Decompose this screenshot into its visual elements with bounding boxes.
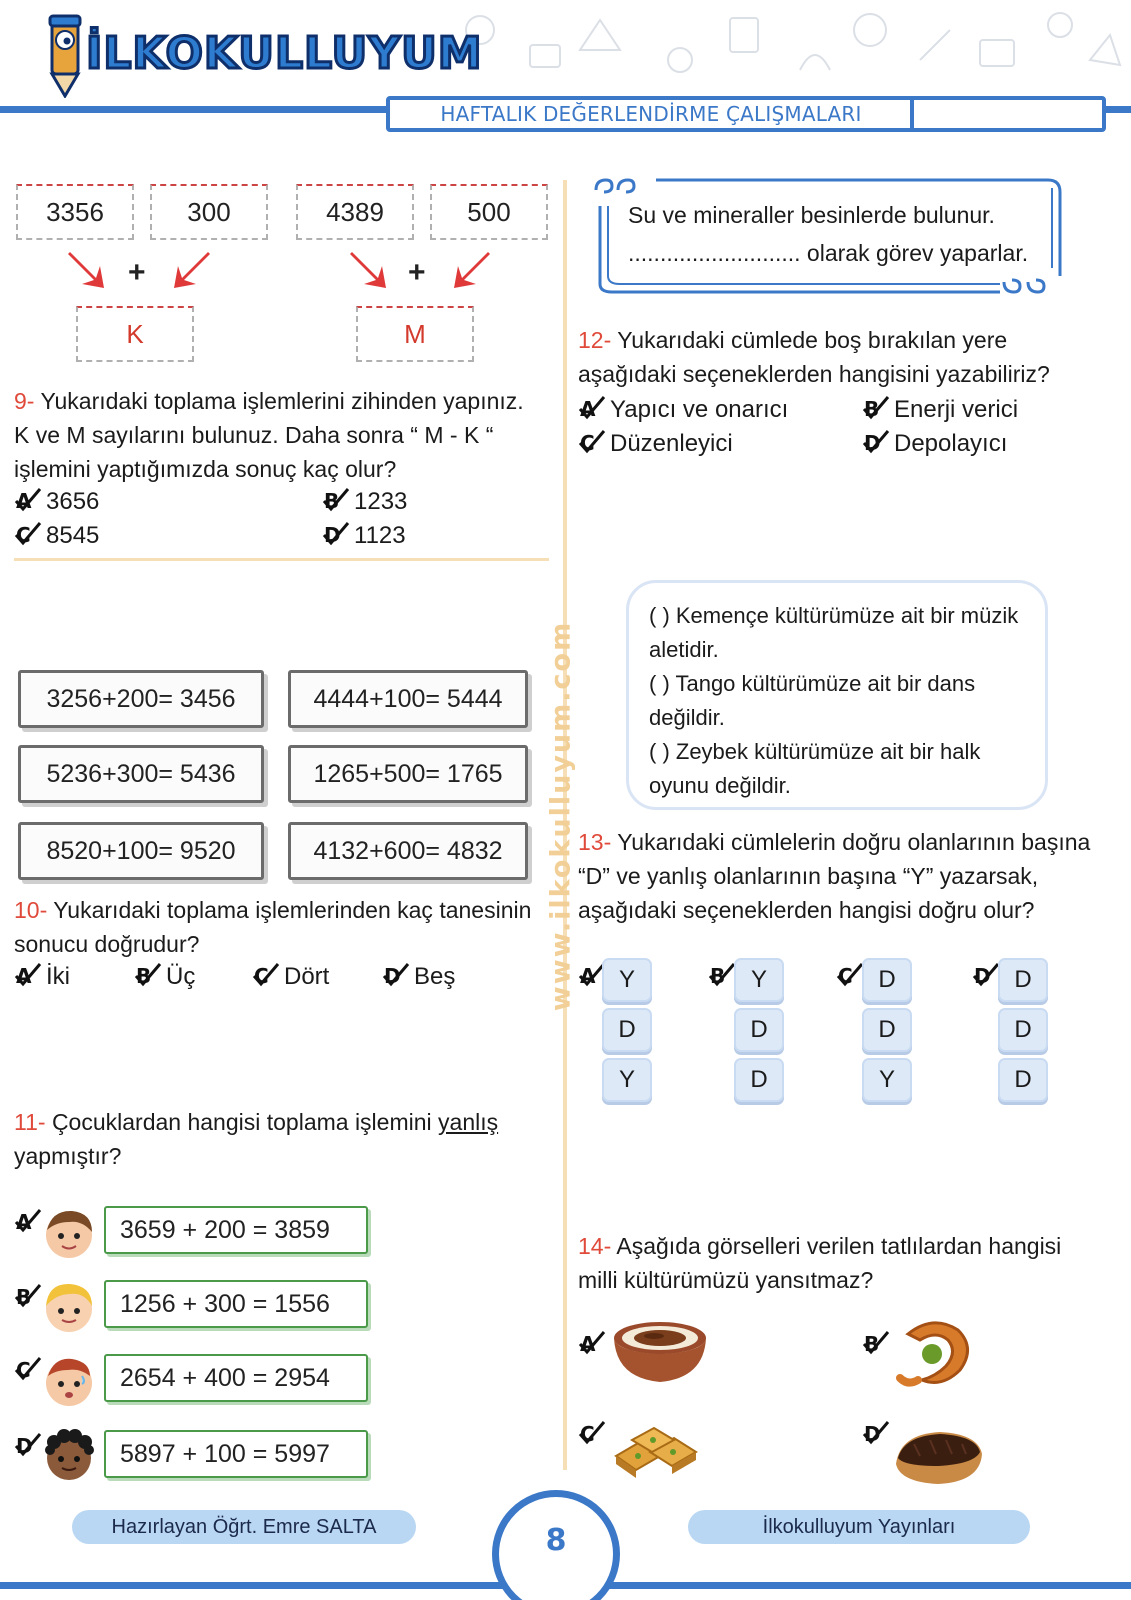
q13-option-d-answer-2: D (998, 1008, 1048, 1052)
q9-option-b-text: 1233 (354, 488, 408, 515)
q10-option-a-text: İki (46, 963, 70, 990)
option-a-check-icon (14, 962, 42, 988)
option-c-check-icon (14, 521, 42, 547)
q12-quote-line-1: Su ve mineraller besinlerde bulunur. (628, 202, 995, 228)
arrow-down-right-icon (66, 248, 108, 292)
q10-equation-1: 3256+200= 3456 (18, 670, 264, 728)
svg-text:C: C (580, 431, 595, 455)
q10-equation-2: 4444+100= 5444 (288, 670, 528, 728)
q10-option-d-text: Beş (414, 963, 456, 990)
burma-kadayif-image (888, 1314, 978, 1396)
arrow-down-right-icon (348, 248, 390, 292)
svg-text:A: A (16, 489, 32, 513)
q9-box-k2: 300 (150, 184, 268, 240)
page-number: 8 (545, 1523, 567, 1558)
q10-option-b[interactable] (134, 962, 195, 991)
q13-text: Yukarıdaki cümlelerin doğru olanlarının başına “D” ve yanlış olanlarının başına “Y” yazarsak, aşağıdaki seçeneklerden hangisi doğru olur? (578, 829, 1091, 923)
watermark-text: www.ilkokulluyum.com (545, 620, 577, 1012)
option-a-check-icon (578, 1330, 606, 1356)
option-a-check-icon (578, 395, 606, 421)
svg-text:B: B (16, 1285, 32, 1309)
svg-text:D: D (864, 431, 881, 455)
watermark (541, 576, 581, 1056)
arrow-down-left-icon (170, 248, 212, 292)
q14-text: Aşağıda görselleri verilen tatlılardan hangisi milli kültürümüzü yansıtmaz? (578, 1233, 1062, 1293)
q9-option-a[interactable] (14, 487, 99, 516)
option-c-check-icon (14, 1356, 42, 1382)
q13-option-b-answer-1: Y (734, 958, 784, 1002)
q12-number: 12- (578, 327, 612, 353)
q9-question (14, 384, 544, 486)
svg-text:D: D (974, 964, 991, 988)
q12-quote-line-2: ........................... olarak görev yaparlar. (628, 240, 1029, 266)
banner-title: HAFTALIK DEĞERLENDİRME ÇALIŞMALARI (440, 102, 862, 126)
q11-option-b-equation: 1256 + 300 = 1556 (104, 1280, 368, 1328)
svg-text:D: D (864, 1422, 881, 1446)
q9-plus-k: + (128, 256, 146, 289)
q10-question (14, 893, 544, 961)
svg-text:C: C (254, 964, 269, 988)
q10-equation-6: 4132+600= 4832 (288, 822, 528, 880)
page-header (0, 0, 1131, 135)
q11-question (14, 1105, 544, 1173)
svg-text:B: B (864, 397, 880, 421)
svg-text:D: D (384, 964, 401, 988)
q13-option-d-answer-1: D (998, 958, 1048, 1002)
q13-option-a-answer-3: Y (602, 1058, 652, 1102)
q13-statement-3: ( ) Zeybek kültürümüze ait bir halk oyunu değildir. (649, 739, 981, 798)
q12-option-d-text: Depolayıcı (894, 430, 1008, 457)
svg-text:A: A (16, 1210, 32, 1234)
ekler-chocolate-eclair-image (890, 1424, 986, 1490)
q9-text: Yukarıdaki toplama işlemlerini zihinden yapınız. K ve M sayılarını bulunuz. Daha sonra “ M - K “ işlemini yaptığımızda sonuç kaç olur? (14, 388, 524, 482)
q10-equation-5: 8520+100= 9520 (18, 822, 264, 880)
svg-text:C: C (16, 523, 31, 547)
q9-result-m: M (356, 306, 474, 362)
q11-text-after: yapmıştır? (14, 1143, 122, 1169)
q10-equation-3: 5236+300= 5436 (18, 745, 264, 803)
q9-box-m2: 500 (430, 184, 548, 240)
ilkokulluyum-logo (18, 8, 483, 98)
q10-option-c-text: Dört (284, 963, 330, 990)
svg-text:A: A (580, 397, 596, 421)
left-row-divider (14, 558, 549, 561)
option-c-check-icon (578, 1420, 606, 1446)
q13-option-a-answer-1: Y (602, 958, 652, 1002)
option-d-check-icon (972, 962, 1000, 988)
option-d-check-icon (322, 521, 350, 547)
q10-option-b-text: Üç (166, 963, 196, 990)
q9-option-c[interactable] (14, 521, 99, 550)
svg-text:B: B (136, 964, 152, 988)
banner-separator (910, 100, 914, 128)
boy-red-hair-worried-avatar (42, 1354, 96, 1408)
svg-text:D: D (16, 1434, 33, 1458)
svg-text:B: B (324, 489, 340, 513)
option-c-check-icon (578, 429, 606, 455)
option-b-check-icon (14, 1283, 42, 1309)
svg-text:B: B (710, 964, 726, 988)
q11-number: 11- (14, 1109, 46, 1135)
q12-question (578, 323, 1078, 391)
q14-option-a-marker[interactable] (578, 1330, 610, 1359)
q14-option-c-marker[interactable] (578, 1420, 610, 1449)
q13-option-a-answer-2: D (602, 1008, 652, 1052)
q11-option-a-equation: 3659 + 200 = 3859 (104, 1206, 368, 1254)
q13-statement-2: ( ) Tango kültürümüze ait bir dans değildir. (649, 671, 976, 730)
q12-option-c-text: Düzenleyici (610, 430, 733, 457)
q13-option-c-answer-3: Y (862, 1058, 912, 1102)
q9-option-a-text: 3656 (46, 488, 100, 515)
q11-text-before: Çocuklardan hangisi toplama işlemini (51, 1109, 439, 1135)
option-b-check-icon (708, 962, 736, 988)
boy-brown-hair-avatar (42, 1206, 96, 1260)
option-b-check-icon (322, 487, 350, 513)
q13-number: 13- (578, 829, 612, 855)
option-d-check-icon (382, 962, 410, 988)
sutlac-rice-pudding-image (610, 1316, 710, 1388)
option-b-check-icon (134, 962, 162, 988)
q11-option-d-equation: 5897 + 100 = 5997 (104, 1430, 368, 1478)
option-d-check-icon (862, 1420, 890, 1446)
q9-box-m1: 4389 (296, 184, 414, 240)
svg-text:A: A (580, 964, 596, 988)
q13-statements-box (626, 580, 1048, 810)
q13-statement-1: ( ) Kemençe kültürümüze ait bir müzik aletidir. (649, 603, 1019, 662)
q9-option-c-text: 8545 (46, 522, 100, 549)
option-b-check-icon (862, 1330, 890, 1356)
option-d-check-icon (14, 1432, 42, 1458)
option-b-check-icon (862, 395, 890, 421)
svg-text:B: B (864, 1332, 880, 1356)
footer-publisher: İlkokulluyum Yayınları (688, 1510, 1030, 1544)
q10-equation-4: 1265+500= 1765 (288, 745, 528, 803)
q13-option-b-answer-3: D (734, 1058, 784, 1102)
svg-text:A: A (16, 964, 32, 988)
svg-text:C: C (580, 1422, 595, 1446)
svg-text:A: A (580, 1332, 596, 1356)
q13-question (578, 825, 1118, 927)
q9-option-d-text: 1123 (354, 522, 406, 549)
option-c-check-icon (252, 962, 280, 988)
boy-curly-black-hair-avatar (42, 1428, 96, 1482)
q14-question (578, 1229, 1078, 1297)
q9-option-d[interactable] (322, 521, 406, 550)
q12-option-b-text: Enerji verici (894, 396, 1019, 423)
school-doodles-decoration (400, 0, 1131, 100)
q10-option-c[interactable] (252, 962, 329, 991)
baklava-image (610, 1420, 702, 1482)
q10-text: Yukarıdaki toplama işlemlerinden kaç tanesinin sonucu doğrudur? (14, 897, 532, 957)
q9-box-k1: 3356 (16, 184, 134, 240)
option-a-check-icon (14, 487, 42, 513)
q13-option-b-answer-2: D (734, 1008, 784, 1052)
option-c-check-icon (836, 962, 864, 988)
q10-option-a[interactable] (14, 962, 70, 991)
q12-text: Yukarıdaki cümlede boş bırakılan yere aşağıdaki seçeneklerden hangisini yazabiliriz? (578, 327, 1050, 387)
q10-option-d[interactable] (382, 962, 455, 991)
svg-text:D: D (324, 523, 341, 547)
option-d-check-icon (862, 429, 890, 455)
q11-text-underlined: yanlış (438, 1109, 499, 1135)
q9-plus-m: + (408, 256, 426, 289)
q9-result-k: K (76, 306, 194, 362)
footer-author: Hazırlayan Öğrt. Emre SALTA (72, 1510, 416, 1544)
q12-option-c[interactable] (578, 429, 733, 458)
q9-number: 9- (14, 388, 35, 414)
q12-option-b[interactable] (862, 395, 1018, 424)
page-number-badge (492, 1490, 620, 1600)
q9-option-b[interactable] (322, 487, 407, 516)
q12-option-a-text: Yapıcı ve onarıcı (610, 396, 789, 423)
arrow-down-left-icon (450, 248, 492, 292)
boy-blond-hair-avatar (42, 1280, 96, 1334)
q14-number: 14- (578, 1233, 612, 1259)
q13-option-c-answer-2: D (862, 1008, 912, 1052)
svg-text:C: C (838, 964, 853, 988)
q13-option-d-answer-3: D (998, 1058, 1048, 1102)
header-rule (0, 106, 392, 113)
q13-option-c-answer-1: D (862, 958, 912, 1002)
svg-text:C: C (16, 1358, 31, 1382)
option-a-check-icon (14, 1208, 42, 1234)
q10-number: 10- (14, 897, 48, 923)
q11-option-c-equation: 2654 + 400 = 2954 (104, 1354, 368, 1402)
header-banner (386, 96, 1106, 132)
q12-option-d[interactable] (862, 429, 1007, 458)
logo-text: İLKOKULLUYUM (86, 28, 483, 79)
q12-option-a[interactable] (578, 395, 788, 424)
